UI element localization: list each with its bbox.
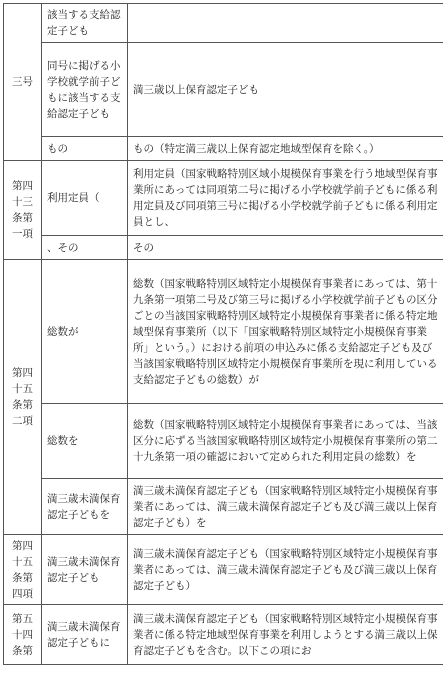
table-row (4, 43, 444, 137)
replacement-phrase-cell: 満三歳未満保育認定子ども（国家戦略特別区域特定小規模保育事業者にあっては、満三歳未満保育認定子ども及び満三歳以上保育認定子ども） (128, 535, 444, 605)
replacement-phrase-cell: 利用定員（国家戦略特別区域小規模保育事業を行う地域型保育事業所にあっては同項第二号に掲げる小学校就学前子どもに係る利用定員及び同項第三号に掲げる小学校就学前子どもに係る利用定員とし、 (128, 161, 444, 236)
replacement-phrase-cell: 総数（国家戦略特別区域特定小規模保育事業者にあっては、当該区分に応ずる当該国家戦略特別区域特定小規模保育事業所の第二十九条第一項の確認において定められた利用定員の総数）を (128, 404, 444, 479)
original-phrase-cell: 総数を (42, 404, 128, 479)
original-phrase-cell: 総数が (42, 260, 128, 404)
original-phrase-cell: 満三歳未満保育認定子どもに (42, 605, 128, 665)
table-row (4, 535, 444, 605)
article-cell: 三号 (4, 4, 42, 161)
original-phrase-cell: 利用定員（ (42, 161, 128, 236)
article-cell: 第四十五条第二項 (4, 260, 42, 535)
original-phrase-cell: 該当する支給認定子ども (42, 4, 128, 43)
replacement-phrase-cell: 満三歳未満保育認定子ども（国家戦略特別区域特定小規模保育事業者にあっては、満三歳未満保育認定子ども及び満三歳以上保育認定子ども）を (128, 479, 444, 535)
table-row (4, 260, 444, 404)
table-row (4, 4, 444, 43)
document-page (3, 3, 443, 673)
replacement-phrase-cell: 満三歳未満保育認定子ども（国家戦略特別区域特定小規模保育事業者に係る特定地域型保育事業を利用しようとする満三歳以上保育認定子どもを含む。以下この項にお (128, 605, 444, 665)
table-row (4, 236, 444, 260)
replacement-table (3, 3, 443, 665)
replacement-phrase-cell: 満三歳以上保育認定子ども (128, 43, 444, 137)
article-cell: 第四十五条第四項 (4, 535, 42, 605)
original-phrase-cell: もの (42, 137, 128, 161)
replacement-phrase-cell: 総数（国家戦略特別区域特定小規模保育事業者にあっては、第十九条第一項第二号及び第三号に掲げる小学校就学前子どもの区分ごとの当該国家戦略特別区域特定小規模保育事業者に係る特定地域型保育事業所（以下「国家戦略特別区域特定小規模保育事業所」という。）における前項の申込みに係る支給認定子ども及び当該国家戦略特別区域特定小規模保育事業所を現に利用している支給認定子どもの総数）が (128, 260, 444, 404)
table-row (4, 404, 444, 479)
replacement-phrase-cell: もの（特定満三歳以上保育認定地域型保育を除く。） (128, 137, 444, 161)
original-phrase-cell: 満三歳未満保育認定子ども (42, 535, 128, 605)
article-cell: 第五十四条第 (4, 605, 42, 665)
original-phrase-cell: 満三歳未満保育認定子どもを (42, 479, 128, 535)
original-phrase-cell: 、その (42, 236, 128, 260)
original-phrase-cell: 同号に掲げる小学校就学前子どもに該当する支給認定子ども (42, 43, 128, 137)
article-cell: 第四十三条第一項 (4, 161, 42, 260)
replacement-phrase-cell (128, 4, 444, 43)
table-row (4, 137, 444, 161)
replacement-phrase-cell: その (128, 236, 444, 260)
table-row (4, 605, 444, 665)
table-row (4, 161, 444, 236)
table-row (4, 479, 444, 535)
